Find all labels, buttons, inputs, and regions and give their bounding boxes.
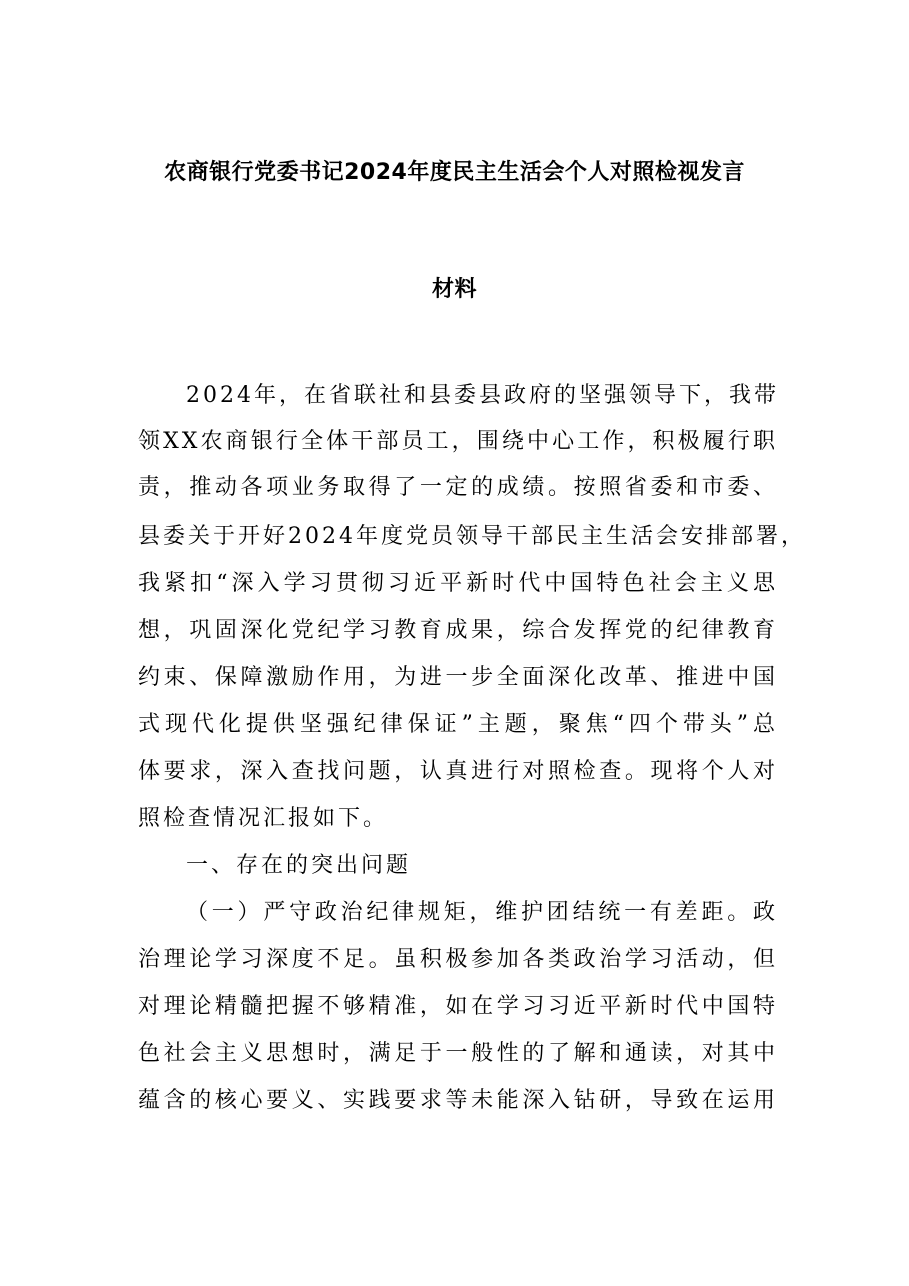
body-line-13: 治理论学习深度不足。虽积极参加各类政治学习活动，但 bbox=[138, 947, 778, 972]
body-line-14: 对理论精髓把握不够精准，如在学习习近平新时代中国特 bbox=[138, 994, 778, 1019]
body-line-7: 约束、保障激励作用，为进一步全面深化改革、推进中国 bbox=[138, 665, 778, 690]
body-line-16: 蕴含的核心要义、实践要求等未能深入钻研，导致在运用 bbox=[138, 1088, 778, 1113]
body-line-8: 式现代化提供坚强纪律保证”主题，聚焦“四个带头”总 bbox=[138, 712, 778, 737]
document-title-line-1: 农商银行党委书记2024年度民主生活会个人对照检视发言 bbox=[164, 160, 745, 185]
body-line-4: 县委关于开好2024年度党员领导干部民主生活会安排部署， bbox=[138, 524, 806, 549]
body-line-5: 我紧扣“深入学习贯彻习近平新时代中国特色社会主义思 bbox=[138, 571, 778, 596]
section-heading-1: 一、存在的突出问题 bbox=[186, 853, 412, 878]
body-line-1: 2024年，在省联社和县委县政府的坚强领导下，我带 bbox=[186, 383, 779, 408]
body-line-6: 想，巩固深化党纪学习教育成果，综合发挥党的纪律教育 bbox=[138, 618, 778, 643]
body-line-2: 领XX农商银行全体干部员工，围绕中心工作，积极履行职 bbox=[138, 429, 778, 454]
body-line-15: 色社会主义思想时，满足于一般性的了解和通读，对其中 bbox=[138, 1041, 778, 1066]
body-line-3: 责，推动各项业务取得了一定的成绩。按照省委和市委、 bbox=[138, 475, 778, 500]
body-line-10: 照检查情况汇报如下。 bbox=[138, 806, 389, 831]
body-line-12: （一）严守政治纪律规矩，维护团结统一有差距。政 bbox=[186, 900, 778, 925]
document-title-line-2: 材料 bbox=[431, 277, 477, 302]
body-line-9: 体要求，深入查找问题，认真进行对照检查。现将个人对 bbox=[138, 759, 778, 784]
